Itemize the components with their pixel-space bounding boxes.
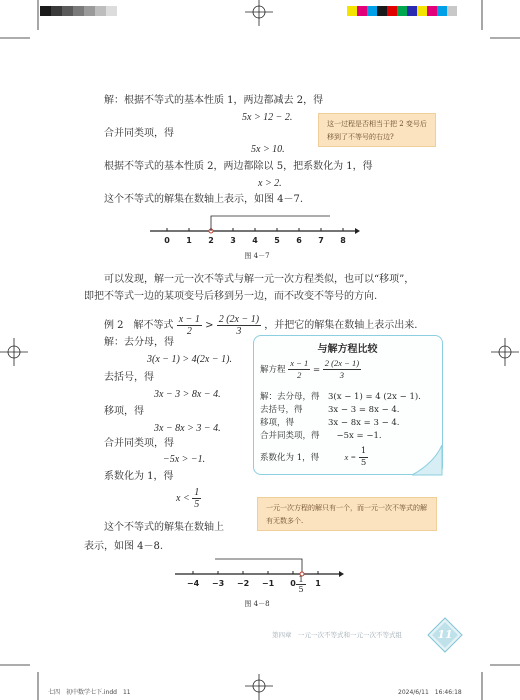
comparison-row-1: 解：去分母，得 3(x − 1) = 4 (2x − 1). bbox=[260, 392, 421, 402]
fraction-denominator: 2 bbox=[186, 326, 192, 337]
fraction-denominator: 2 bbox=[297, 370, 302, 380]
equation-left-fraction bbox=[288, 358, 310, 381]
equation-5x-gt-10: 5x > 10. bbox=[251, 144, 285, 155]
step-coefficient: 系数化为 1，得 bbox=[104, 471, 174, 482]
fraction-numerator: x − 1 bbox=[178, 314, 200, 325]
step-2-equation: 3x − 3 > 8x − 4. bbox=[154, 389, 221, 400]
equation-relation: = bbox=[312, 365, 321, 375]
step-merge: 合并同类项，得 bbox=[104, 438, 174, 449]
equation-right-fraction bbox=[323, 358, 361, 381]
step-transpose: 移项，得 bbox=[104, 406, 144, 417]
margin-note-solution-count: 一元一次方程的解只有一个，而一元一次不等式的解有无数多个. bbox=[257, 497, 437, 531]
step-remove-brackets: 去括号，得 bbox=[104, 372, 154, 383]
print-timestamp: 2024/6/11 16:46:18 bbox=[398, 689, 462, 696]
result-lhs: x < bbox=[176, 493, 190, 504]
registration-mark-bottom bbox=[245, 674, 273, 700]
comparison-panel-title: 与解方程比较 bbox=[317, 344, 378, 355]
figure-caption-4-8: 图 4－8 bbox=[244, 600, 270, 608]
fraction-denominator: 5 bbox=[360, 458, 367, 468]
row5-fraction bbox=[359, 446, 368, 469]
figure-caption-4-7: 图 4－7 bbox=[244, 252, 270, 260]
numberline-intro: 这个不等式的解集在数轴上表示，如图 4－7. bbox=[104, 194, 304, 205]
marked-point-fraction bbox=[296, 575, 306, 594]
registration-mark-top bbox=[245, 0, 273, 26]
number-line-figure-4-7 bbox=[150, 212, 360, 248]
fraction-numerator: 1 bbox=[360, 446, 367, 456]
tick-label: −3 bbox=[211, 579, 225, 588]
tick-label: 5 bbox=[274, 236, 280, 245]
comparison-row-3: 移项，得 3x − 8x = 3 − 4. bbox=[260, 418, 400, 428]
fraction-numerator: 1 bbox=[296, 575, 306, 585]
example-2-prefix: 例 2 解不等式 bbox=[104, 320, 174, 331]
tick-label: 4 bbox=[252, 236, 258, 245]
registration-mark-left bbox=[0, 338, 28, 366]
tick-label: 2 bbox=[208, 236, 214, 245]
fraction-denominator: 3 bbox=[339, 370, 345, 380]
equation-prefix: 解方程 bbox=[260, 365, 286, 375]
fraction-denominator: 5 bbox=[194, 499, 200, 511]
conclusion-line2: 表示，如图 4－8. bbox=[84, 541, 164, 552]
solution-intro: 解：根据不等式的基本性质 1，两边都减去 2，得 bbox=[104, 95, 324, 106]
page-number: 11 bbox=[437, 628, 453, 641]
inequality-relation: > bbox=[205, 320, 214, 331]
transposition-paragraph-line1: 可以发现，解一元一次不等式与解一元一次方程类似，也可以“移项”， bbox=[104, 274, 415, 285]
fraction-numerator: 2 (2x − 1) bbox=[218, 314, 260, 325]
result-fraction bbox=[192, 487, 201, 510]
tick-label: 0 bbox=[290, 579, 296, 588]
file-info: 七四 初中数学七下.indd 11 bbox=[48, 689, 131, 696]
tick-label: 7 bbox=[318, 236, 324, 245]
fraction-numerator: 1 bbox=[194, 487, 200, 499]
fraction-denominator: 3 bbox=[236, 326, 242, 337]
step-5-result bbox=[176, 487, 201, 511]
comparison-equation bbox=[260, 358, 361, 382]
margin-note-sign-change: 这一过程是否相当于把 2 变号后移到了不等号的右边? bbox=[318, 113, 436, 147]
tick-label: 8 bbox=[340, 236, 346, 245]
example-2-suffix: ，并把它的解集在数轴上表示出来. bbox=[264, 320, 418, 331]
number-line-figure-4-8 bbox=[175, 557, 345, 597]
equation-5x-gt-12-minus-2: 5x > 12 − 2. bbox=[242, 112, 293, 123]
tick-label: 1 bbox=[186, 236, 192, 245]
step-4-equation: −5x > −1. bbox=[163, 454, 206, 465]
tick-label: 3 bbox=[230, 236, 236, 245]
property-2-line: 根据不等式的基本性质 2，两边都除以 5，把系数化为 1，得 bbox=[104, 161, 373, 172]
conclusion-line1: 这个不等式的解集在数轴上 bbox=[104, 522, 224, 533]
comparison-row-2: 去括号，得 3x − 3 = 8x − 4. bbox=[260, 405, 400, 415]
comparison-row-5 bbox=[260, 446, 368, 469]
step-3-equation: 3x − 8x > 3 − 4. bbox=[154, 423, 221, 434]
example-2-left-fraction bbox=[177, 314, 202, 337]
tick-label: 6 bbox=[296, 236, 302, 245]
fraction-denominator: 5 bbox=[298, 585, 304, 594]
tick-label: 0 bbox=[164, 236, 170, 245]
tick-label: −4 bbox=[186, 579, 200, 588]
row5-lhs: x = bbox=[344, 452, 357, 462]
fraction-numerator: x − 1 bbox=[290, 358, 309, 368]
transposition-paragraph-line2: 即把不等式一边的某项变号后移到另一边，而不改变不等号的方向. bbox=[84, 291, 378, 302]
step-1-equation: 3(x − 1) > 4(2x − 1). bbox=[147, 354, 232, 365]
tick-label: −2 bbox=[236, 579, 250, 588]
merge-like-terms-line: 合并同类项，得 bbox=[104, 128, 174, 139]
row5-label: 系数化为 1，得 bbox=[260, 453, 320, 463]
equation-x-gt-2: x > 2. bbox=[258, 178, 282, 189]
example-2-right-fraction bbox=[217, 314, 261, 337]
tick-label: −1 bbox=[261, 579, 275, 588]
step-remove-denominators: 解：去分母，得 bbox=[104, 337, 174, 348]
panel-page-curl bbox=[412, 445, 446, 479]
tick-label: 1 bbox=[315, 579, 321, 588]
chapter-running-footer: 第四章 一元一次不等式和一元一次不等式组 bbox=[272, 631, 402, 639]
fraction-numerator: 2 (2x − 1) bbox=[324, 358, 360, 368]
comparison-row-4: 合并同类项，得 −5x = −1. bbox=[260, 431, 382, 441]
registration-mark-right bbox=[491, 338, 519, 366]
